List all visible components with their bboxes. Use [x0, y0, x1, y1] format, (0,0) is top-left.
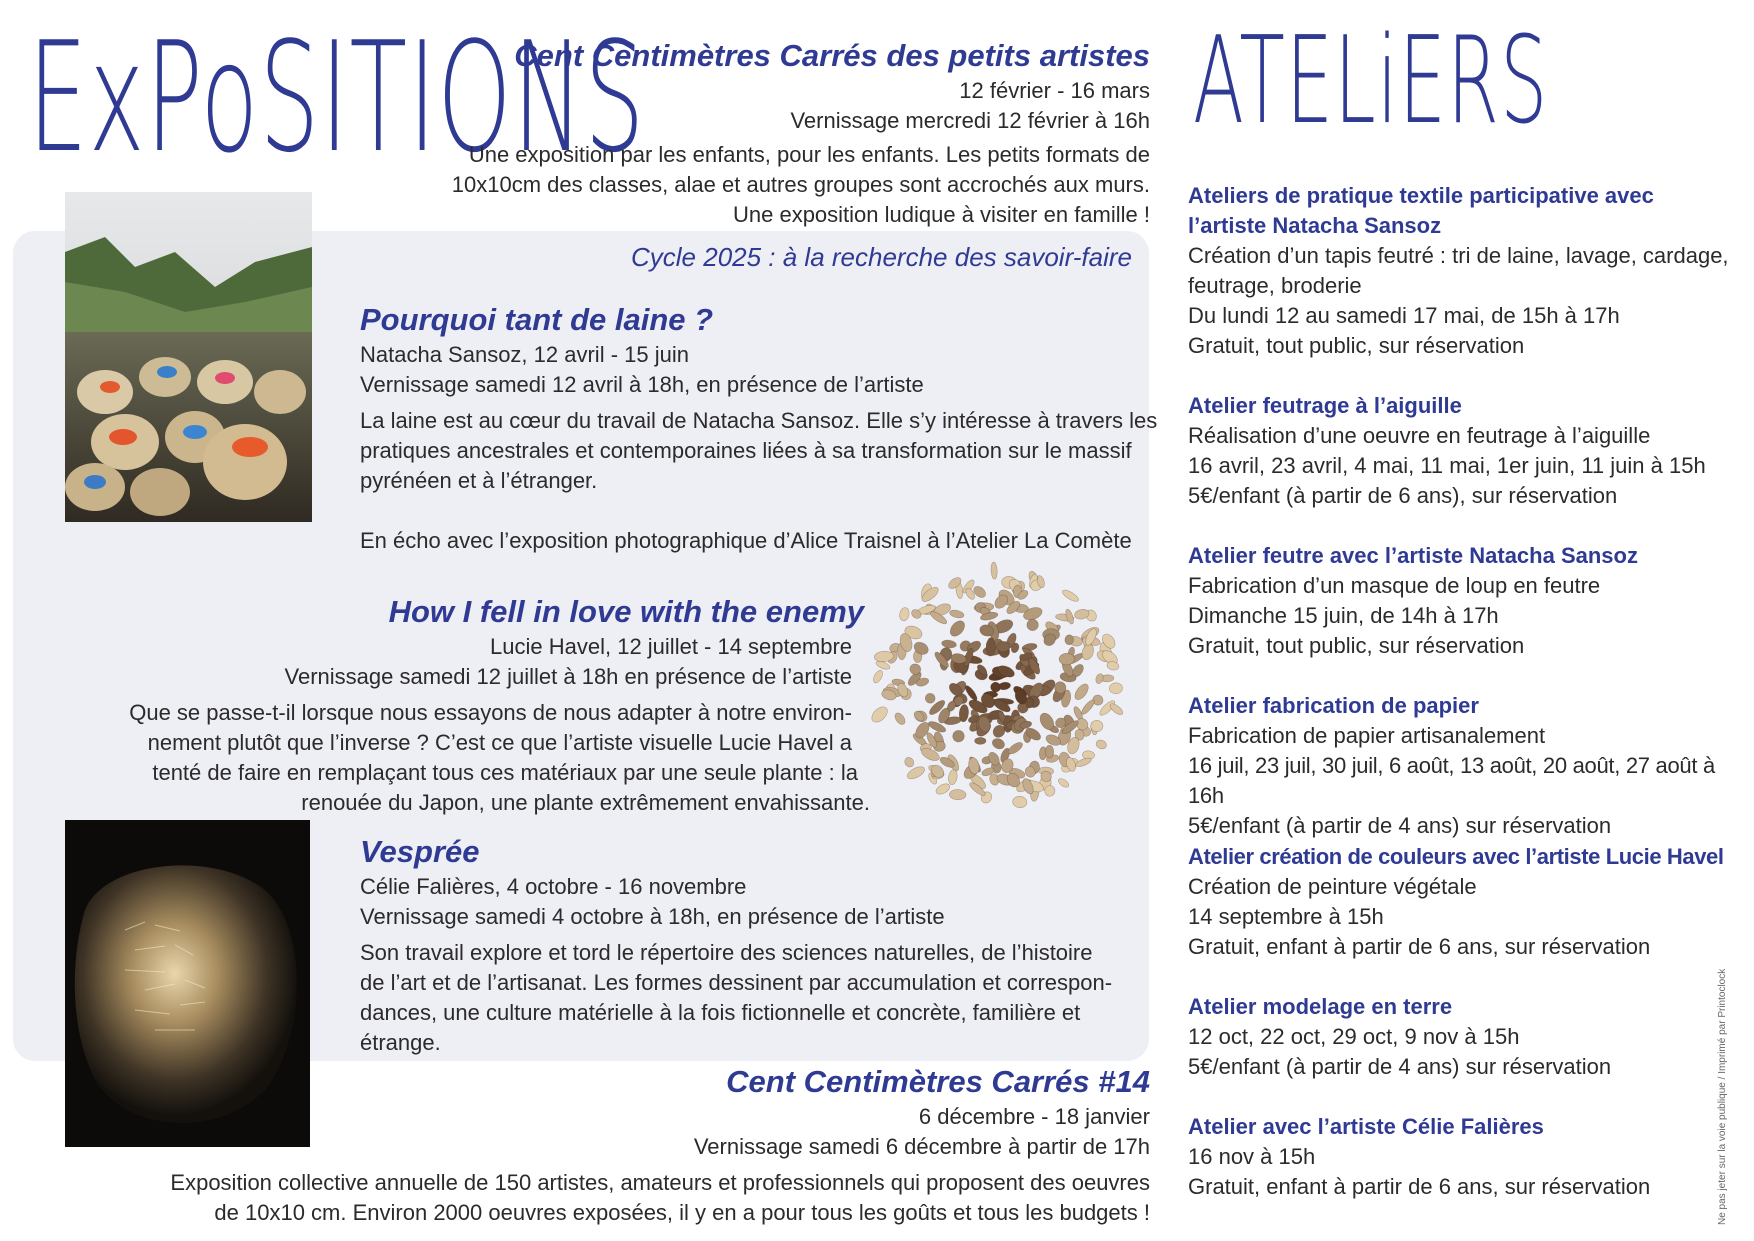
atelier-line: 16 avril, 23 avril, 4 mai, 11 mai, 1er juin, 11 juin à 15h: [1188, 453, 1706, 478]
knotweed-leaf: [903, 756, 916, 769]
atelier-line: Du lundi 12 au samedi 17 mai, de 15h à 17h: [1188, 303, 1620, 328]
intro-title: Cent Centimètres Carrés des petits artistes: [514, 38, 1150, 73]
knotweed-leaf: [1095, 739, 1108, 751]
vespree-exhibition: [360, 832, 1160, 1058]
vespree-desc-2: de l’art et de l’artisanat. Les formes dessinent par accumulation et correspon-: [360, 970, 1113, 995]
vespree-artist-dates: Célie Falières, 4 octobre - 16 novembre: [360, 874, 747, 899]
atelier-line: Création d’un tapis feutré : tri de laine, lavage, cardage,: [1188, 243, 1729, 268]
enemy-desc-3: tenté de faire en remplaçant tous ces matériaux par une seule plante : la: [152, 760, 858, 785]
atelier-line: 16 nov à 15h: [1188, 1144, 1316, 1169]
knotweed-leaf: [934, 782, 951, 797]
ccc14-dates: 6 décembre - 18 janvier: [918, 1104, 1150, 1129]
sheep-photo: [65, 192, 312, 522]
atelier-line: feutrage, broderie: [1188, 273, 1362, 298]
ccc14-title: Cent Centimètres Carrés #14: [726, 1064, 1150, 1099]
atelier-textile: [1188, 181, 1748, 361]
laine-opening: Vernissage samedi 12 avril à 18h, en présence de l’artiste: [360, 372, 924, 397]
knotweed-leaf: [951, 729, 966, 744]
laine-echo: En écho avec l’exposition photographique d’Alice Traisnel à l’Atelier La Comète: [360, 528, 1132, 553]
atelier-falieres: [1188, 1112, 1748, 1202]
vespree-desc-4: étrange.: [360, 1030, 441, 1055]
knotweed-leaf: [1080, 698, 1097, 716]
atelier-title: Atelier feutre avec l’artiste Natacha Sansoz: [1188, 543, 1638, 568]
vespree-opening: Vernissage samedi 4 octobre à 18h, en présence de l’artiste: [360, 904, 945, 929]
knotweed-leaf: [1075, 756, 1093, 768]
atelier-line: Fabrication d’un masque de loup en feutre: [1188, 573, 1601, 598]
knotweed-leaf: [947, 618, 967, 639]
ccc14-desc-2: de 10x10 cm. Environ 2000 oeuvres exposées, il y en a pour tous les goûts et tous les budgets !: [214, 1200, 1150, 1225]
atelier-line: Réalisation d’une oeuvre en feutrage à l’aiguille: [1188, 423, 1651, 448]
atelier-line: Gratuit, tout public, sur réservation: [1188, 633, 1525, 658]
knotweed-illustration: [862, 558, 1132, 816]
atelier-title: l’artiste Natacha Sansoz: [1188, 213, 1442, 238]
ccc14-desc-1: Exposition collective annuelle de 150 artistes, amateurs et professionnels qui proposent des oeuvres: [170, 1170, 1150, 1195]
atelier-papier: [1188, 691, 1748, 841]
laine-desc-1: La laine est au cœur du travail de Natacha Sansoz. Elle s’y intéresse à travers les: [360, 408, 1158, 433]
knotweed-leaf: [1072, 682, 1091, 702]
laine-exhibition: [360, 300, 1160, 556]
knotweed-leaf: [947, 769, 958, 785]
atelier-title: Ateliers de pratique textile participative avec: [1188, 183, 1654, 208]
atelier-line: Fabrication de papier artisanalement: [1188, 723, 1546, 748]
atelier-line: Dimanche 15 juin, de 14h à 17h: [1188, 603, 1499, 628]
knotweed-leaf: [941, 639, 957, 649]
intro-dates: 12 février - 16 mars: [959, 78, 1150, 103]
enemy-title: How I fell in love with the enemy: [388, 594, 864, 629]
cycle-title: Cycle 2025 : à la recherche des savoir-faire: [631, 242, 1132, 272]
knotweed-leaf: [923, 691, 937, 705]
atelier-line: 5€/enfant (à partir de 4 ans) sur réservation: [1188, 813, 1612, 838]
knotweed-leaf: [959, 704, 970, 722]
vespree-desc-1: Son travail explore et tord le répertoire des sciences naturelles, de l’histoire: [360, 940, 1093, 965]
enemy-exhibition: [100, 592, 870, 818]
ccc14-opening: Vernissage samedi 6 décembre à partir de 17h: [693, 1134, 1150, 1159]
knotweed-leaf: [1091, 720, 1103, 731]
intro-desc-3: Une exposition ludique à visiter en famille !: [732, 202, 1150, 227]
laine-desc-3: pyrénéen et à l’étranger.: [360, 468, 598, 493]
knotweed-leaf: [869, 704, 890, 725]
atelier-line: Gratuit, tout public, sur réservation: [1188, 333, 1525, 358]
knotweed-leaf: [1095, 673, 1105, 685]
atelier-line: 14 septembre à 15h: [1188, 904, 1384, 929]
knotweed-leaf: [1109, 682, 1123, 694]
knotweed-leaf: [949, 789, 966, 800]
knotweed-leaf: [991, 737, 1007, 751]
atelier-couleurs: [1188, 842, 1748, 962]
atelier-title: Atelier feutrage à l’aiguille: [1188, 393, 1462, 418]
atelier-line: 5€/enfant (à partir de 6 ans), sur réservation: [1188, 483, 1618, 508]
knotweed-leaf: [1057, 777, 1070, 789]
intro-exhibition: [440, 36, 1150, 230]
atelier-modelage: [1188, 992, 1748, 1082]
laine-artist-dates: Natacha Sansoz, 12 avril - 15 juin: [360, 342, 689, 367]
vespree-title: Vesprée: [360, 834, 480, 869]
enemy-desc-2: nement plutôt que l’inverse ? C’est ce que l’artiste visuelle Lucie Havel a: [147, 730, 852, 755]
atelier-title: Atelier création de couleurs avec l’artiste Lucie Havel: [1188, 844, 1724, 869]
atelier-line: Gratuit, enfant à partir de 6 ans, sur réservation: [1188, 1174, 1651, 1199]
atelier-feutre: [1188, 541, 1748, 661]
print-credit: Ne pas jeter sur la voie publique / Imprimé par Printoclock: [1717, 968, 1728, 1225]
knotweed-leaf: [872, 669, 885, 685]
enemy-desc-1: Que se passe-t-il lorsque nous essayons de nous adapter à notre environ-: [129, 700, 852, 725]
knotweed-leaf: [893, 711, 907, 726]
atelier-line: 12 oct, 22 oct, 29 oct, 9 nov à 15h: [1188, 1024, 1520, 1049]
laine-desc-2: pratiques ancestrales et contemporaines liées à sa transformation sur le massif: [360, 438, 1132, 463]
knotweed-leaf: [991, 562, 998, 579]
vespree-desc-3: dances, une culture matérielle à la fois fictionnelle et concrète, familière et: [360, 1000, 1081, 1025]
atelier-title: Atelier fabrication de papier: [1188, 693, 1479, 718]
ccc14-exhibition: [120, 1062, 1150, 1228]
expositions-heading: ExPoSITIONS: [28, 9, 646, 186]
sheep-illustration: [65, 192, 312, 522]
knotweed-leaf: [1059, 653, 1074, 665]
atelier-title: Atelier avec l’artiste Célie Falières: [1188, 1114, 1544, 1139]
atelier-line: 5€/enfant (à partir de 4 ans) sur réservation: [1188, 1054, 1612, 1079]
enemy-opening: Vernissage samedi 12 juillet à 18h en présence de l’artiste: [284, 664, 852, 689]
knotweed-leaf: [949, 609, 965, 620]
knotweed-leaf: [1045, 745, 1054, 758]
enemy-artist-dates: Lucie Havel, 12 juillet - 14 septembre: [490, 634, 852, 659]
knotweed-leaf: [1006, 740, 1024, 756]
enemy-desc-4: renouée du Japon, une plante extrêmement envahissante.: [301, 790, 870, 815]
atelier-line: Création de peinture végétale: [1188, 874, 1477, 899]
intro-desc-2: 10x10cm des classes, alae et autres groupes sont accrochés aux murs.: [451, 172, 1150, 197]
laine-title: Pourquoi tant de laine ?: [360, 302, 714, 337]
knotweed-leaf: [998, 681, 1011, 690]
knotweed-leaf: [1061, 588, 1080, 603]
atelier-feutrage-aiguille: [1188, 391, 1748, 511]
atelier-title: Atelier modelage en terre: [1188, 994, 1453, 1019]
intro-opening: Vernissage mercredi 12 février à 16h: [790, 108, 1150, 133]
atelier-line: 16 juil, 23 juil, 30 juil, 6 août, 13 août, 20 août, 27 août à 16h: [1188, 753, 1715, 808]
knotweed-leaf: [898, 607, 910, 622]
knotweed-leaf: [1012, 796, 1027, 809]
ateliers-heading: ATELiERS: [1193, 12, 1549, 151]
knotweed-leaf: [975, 737, 986, 744]
atelier-line: Gratuit, enfant à partir de 6 ans, sur réservation: [1188, 934, 1651, 959]
knotweed-artwork: [862, 558, 1132, 816]
intro-desc-1: Une exposition par les enfants, pour les enfants. Les petits formats de: [468, 142, 1150, 167]
